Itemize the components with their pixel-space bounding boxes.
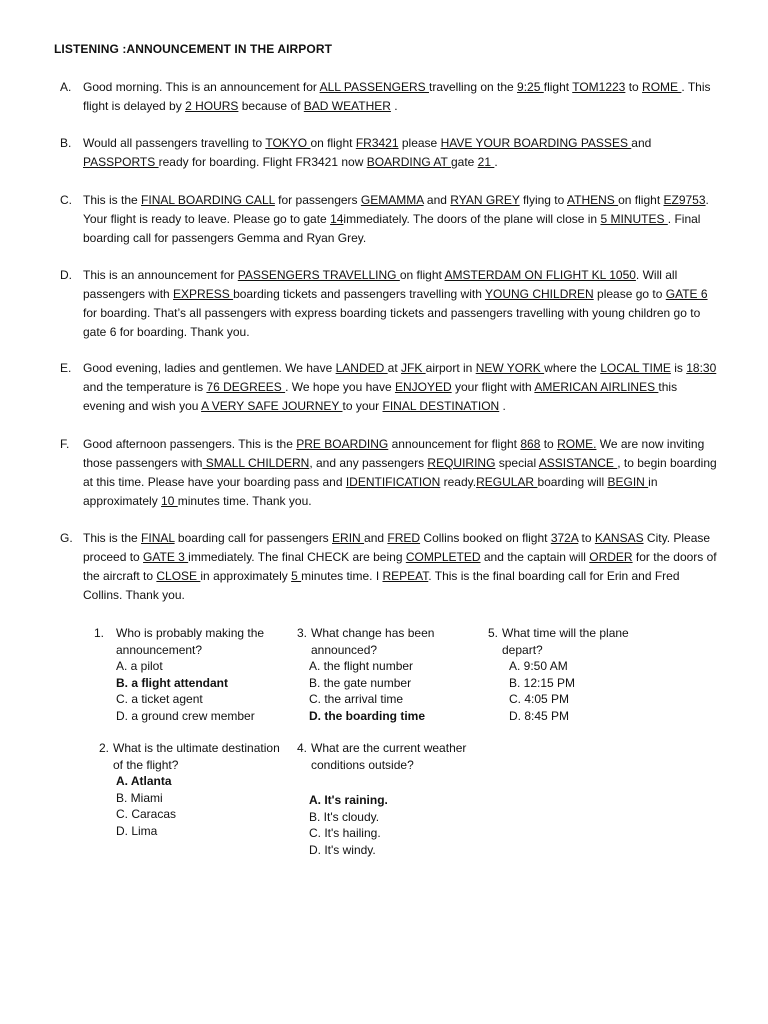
answer-blank: ALL PASSENGERS xyxy=(319,80,429,94)
paragraph-text: special xyxy=(495,456,539,470)
paragraph-text: to xyxy=(625,80,643,94)
paragraph-text: . xyxy=(499,399,506,413)
answer-blank: 2 HOURS xyxy=(185,99,239,113)
question-options xyxy=(309,792,482,858)
paragraph-f xyxy=(60,435,720,511)
answer-blank: 372A xyxy=(550,531,579,545)
answer-blank: RYAN GREY xyxy=(450,193,520,207)
paragraph-c xyxy=(60,191,720,248)
answer-blank: FINAL DESTINATION xyxy=(382,399,500,413)
paragraph-text: immediately. The doors of the plane will close in xyxy=(343,212,601,226)
paragraph-text: City. Please proceed to xyxy=(83,531,711,564)
option-item: D. the boarding time xyxy=(309,708,426,723)
paragraph-text: Good afternoon passengers. This is the xyxy=(83,437,297,451)
paragraph-text: to xyxy=(540,437,558,451)
paragraph-text: Good morning. This is an announcement for xyxy=(83,80,320,94)
paragraph-text: and xyxy=(631,136,652,150)
paragraph-body xyxy=(83,359,720,416)
question-text: What change has been announced? xyxy=(311,626,435,657)
answer-blank: PASSENGERS TRAVELLING xyxy=(237,268,400,282)
option-item: B. a flight attendant xyxy=(116,675,228,690)
paragraph-text: is xyxy=(670,361,687,375)
answer-blank: REGULAR xyxy=(476,475,538,489)
answer-blank: AMERICAN AIRLINES xyxy=(534,380,659,394)
answer-blank: LOCAL TIME xyxy=(600,361,671,375)
option-item: C. Caracas xyxy=(116,807,177,821)
paragraph-text: boarding call for passengers xyxy=(174,531,333,545)
paragraph-body xyxy=(83,134,720,172)
paragraph-letter: E. xyxy=(60,361,72,375)
answer-blank: 5 xyxy=(291,569,302,583)
question-options xyxy=(116,773,284,839)
paragraph-g xyxy=(60,529,720,605)
paragraph-text: your flight with xyxy=(451,380,535,394)
paragraph-text: . Your flight is ready to leave. Please go to gate xyxy=(83,193,709,226)
paragraph-text: . Will all passengers with xyxy=(83,268,678,301)
paragraph-text: . This is the final boarding call for Erin and Fred Collins. Thank you. xyxy=(83,569,680,602)
paragraph-text: , to begin boarding at this time. Please have your boarding pass and xyxy=(83,456,717,489)
paragraph-a xyxy=(60,78,720,116)
paragraph-text: please xyxy=(398,136,441,150)
paragraph-text: and the temperature is xyxy=(83,380,207,394)
answer-blank: PASSPORTS xyxy=(83,155,159,169)
paragraph-letter: B. xyxy=(60,136,72,150)
answer-blank: 9:25 xyxy=(517,80,544,94)
answer-blank: 76 DEGREES xyxy=(206,380,286,394)
page-title: LISTENING :ANNOUNCEMENT IN THE AIRPORT xyxy=(54,42,333,56)
paragraph-text: and the captain will xyxy=(480,550,590,564)
option-item: A. It's raining. xyxy=(309,793,388,807)
answer-blank: KANSAS xyxy=(594,531,644,545)
answer-blank: LANDED xyxy=(335,361,388,375)
answer-blank: ASSISTANCE xyxy=(538,456,618,470)
paragraph-text: . xyxy=(390,99,398,113)
answer-blank: 21 xyxy=(477,155,495,169)
paragraph-text: boarding will xyxy=(537,475,608,489)
paragraph-text: and xyxy=(423,193,451,207)
paragraph-letter: F. xyxy=(60,437,70,451)
paragraph-text: boarding tickets and passengers travelling with xyxy=(233,287,486,301)
paragraph-text: . xyxy=(494,155,498,169)
paragraph-text: immediately. The final CHECK are being xyxy=(188,550,406,564)
paragraph-text: minutes time. I xyxy=(301,569,383,583)
answer-blank: CLOSE xyxy=(156,569,201,583)
option-item: A. a pilot xyxy=(116,659,163,673)
answer-blank: ATHENS xyxy=(567,193,619,207)
option-item: A. the flight number xyxy=(309,659,414,673)
paragraph-text: We are now inviting those passengers with xyxy=(83,437,705,470)
answer-blank: REQUIRING xyxy=(427,456,496,470)
paragraph-body xyxy=(83,191,720,248)
answer-blank: NEW YORK xyxy=(475,361,545,375)
answer-blank: BAD WEATHER xyxy=(303,99,391,113)
answer-blank: FRED xyxy=(387,531,421,545)
question-text: What time will the plane depart? xyxy=(502,626,629,657)
question-5 xyxy=(488,625,658,724)
option-item: A. Atlanta xyxy=(116,774,172,788)
answer-blank: BOARDING AT xyxy=(366,155,451,169)
paragraph-text: in approximately xyxy=(200,569,292,583)
paragraph-text: This is the xyxy=(83,193,142,207)
option-item: C. It's hailing. xyxy=(309,826,381,840)
question-number: 2. xyxy=(99,741,110,755)
paragraph-text: ready. xyxy=(440,475,477,489)
paragraph-body xyxy=(83,435,720,511)
answer-blank: PRE BOARDING xyxy=(296,437,389,451)
paragraph-text: and xyxy=(364,531,388,545)
question-number: 1. xyxy=(94,626,105,640)
answer-blank: JFK xyxy=(400,361,426,375)
option-item: D. 8:45 PM xyxy=(509,708,570,723)
paragraph-text: minutes time. Thank you. xyxy=(177,494,312,508)
paragraph-letter: D. xyxy=(60,268,72,282)
answer-blank: ERIN xyxy=(332,531,365,545)
paragraph-text: gate xyxy=(450,155,478,169)
paragraph-b xyxy=(60,134,720,172)
paragraph-text: Would all passengers travelling to xyxy=(83,136,266,150)
paragraph-text: Collins booked on flight xyxy=(420,531,551,545)
paragraph-body xyxy=(83,78,720,116)
answer-blank: EXPRESS xyxy=(173,287,234,301)
paragraph-text: , and any passengers xyxy=(309,456,428,470)
option-item: B. 12:15 PM xyxy=(509,675,576,690)
option-item: C. 4:05 PM xyxy=(509,692,570,706)
answer-blank: HAVE YOUR BOARDING PASSES xyxy=(440,136,632,150)
paragraph-text: where the xyxy=(544,361,601,375)
question-text: What are the current weather conditions outside? xyxy=(311,741,467,772)
answer-blank: GATE 3 xyxy=(143,550,189,564)
question-2 xyxy=(99,740,284,839)
option-item: C. a ticket agent xyxy=(116,692,203,706)
paragraph-text: this evening and wish you xyxy=(83,380,678,413)
question-1 xyxy=(94,625,284,724)
paragraph-text: for passengers xyxy=(274,193,361,207)
question-3 xyxy=(297,625,467,724)
question-number: 5. xyxy=(488,626,499,640)
paragraph-text: at xyxy=(387,361,401,375)
answer-blank: A VERY SAFE JOURNEY xyxy=(201,399,343,413)
option-item: D. a ground crew member xyxy=(116,708,255,723)
paragraph-text: airport in xyxy=(425,361,476,375)
answer-blank: 868 xyxy=(520,437,541,451)
paragraph-text: because of xyxy=(238,99,304,113)
answer-blank: GATE 6 xyxy=(665,287,708,301)
paragraph-text: . We hope you have xyxy=(285,380,395,394)
question-options xyxy=(116,658,284,724)
paragraph-letter: A. xyxy=(60,80,72,94)
paragraph-text: . Final boarding call for passengers Gemma and Ryan Grey. xyxy=(83,212,701,245)
question-text: What is the ultimate destination of the flight? xyxy=(113,741,280,772)
paragraph-letter: G. xyxy=(60,531,73,545)
question-options xyxy=(309,658,467,724)
answer-blank: TOM1223 xyxy=(572,80,626,94)
answer-blank: SMALL CHILDERN xyxy=(202,456,310,470)
answer-blank: EZ9753 xyxy=(663,193,706,207)
option-item: A. 9:50 AM xyxy=(509,659,568,673)
option-item: B. Miami xyxy=(116,790,163,805)
question-number: 4. xyxy=(297,741,308,755)
answer-blank: ROME. xyxy=(557,437,597,451)
answer-blank: REPEAT xyxy=(382,569,429,583)
question-text: Who is probably making the announcement? xyxy=(116,626,265,657)
paragraph-text: ready for boarding. Flight FR3421 now xyxy=(158,155,367,169)
paragraph-letter: C. xyxy=(60,193,72,207)
paragraph-text: travelling on the xyxy=(428,80,518,94)
paragraph-text: This is the xyxy=(83,531,142,545)
paragraph-text: for boarding. That’s all passengers with express boarding tickets and passengers travelling with young children go to gate 6 for boarding. Thank you. xyxy=(83,306,701,339)
answer-blank: 10 xyxy=(161,494,178,508)
answer-blank: AMSTERDAM ON FLIGHT KL 1050 xyxy=(444,268,636,282)
paragraph-text: flight xyxy=(543,80,573,94)
answer-blank: FINAL xyxy=(141,531,175,545)
paragraph-d xyxy=(60,266,720,342)
answer-blank: 5 MINUTES xyxy=(600,212,668,226)
paragraph-text: on flight xyxy=(618,193,664,207)
question-number: 3. xyxy=(297,626,308,640)
paragraph-body xyxy=(83,529,720,605)
paragraph-text: please go to xyxy=(593,287,666,301)
paragraph-text: This is an announcement for xyxy=(83,268,238,282)
paragraph-text: on flight xyxy=(310,136,356,150)
paragraph-text: announcement for flight xyxy=(388,437,521,451)
paragraph-body xyxy=(83,266,720,342)
answer-blank: 18:30 xyxy=(686,361,717,375)
option-item: B. the gate number xyxy=(309,675,412,690)
paragraph-text: in approximately xyxy=(83,475,658,508)
answer-blank: FR3421 xyxy=(355,136,399,150)
option-item: C. the arrival time xyxy=(309,692,404,706)
answer-blank: GEMAMMA xyxy=(360,193,424,207)
paragraph-text: to your xyxy=(342,399,383,413)
answer-blank: TOKYO xyxy=(265,136,311,150)
paragraph-text: Good evening, ladies and gentlemen. We have xyxy=(83,361,336,375)
answer-blank: FINAL BOARDING CALL xyxy=(141,193,275,207)
paragraph-text: for the doors of the aircraft to xyxy=(83,550,717,583)
answer-blank: IDENTIFICATION xyxy=(345,475,441,489)
answer-blank: ORDER xyxy=(589,550,633,564)
paragraph-text: to xyxy=(578,531,595,545)
option-item: D. It's windy. xyxy=(309,842,376,857)
paragraph-text: . This flight is delayed by xyxy=(83,80,711,113)
paragraph-text: flying to xyxy=(519,193,567,207)
option-item: D. Lima xyxy=(116,823,158,838)
answer-blank: ENJOYED xyxy=(394,380,452,394)
answer-blank: YOUNG CHILDREN xyxy=(485,287,594,301)
answer-blank: 14 xyxy=(330,212,344,226)
answer-blank: BEGIN xyxy=(607,475,649,489)
question-4 xyxy=(297,740,482,858)
answer-blank: COMPLETED xyxy=(405,550,481,564)
paragraph-text: on flight xyxy=(399,268,445,282)
answer-blank: ROME xyxy=(642,80,682,94)
question-options xyxy=(509,658,658,724)
option-item: B. It's cloudy. xyxy=(309,809,380,824)
paragraph-e xyxy=(60,359,720,416)
